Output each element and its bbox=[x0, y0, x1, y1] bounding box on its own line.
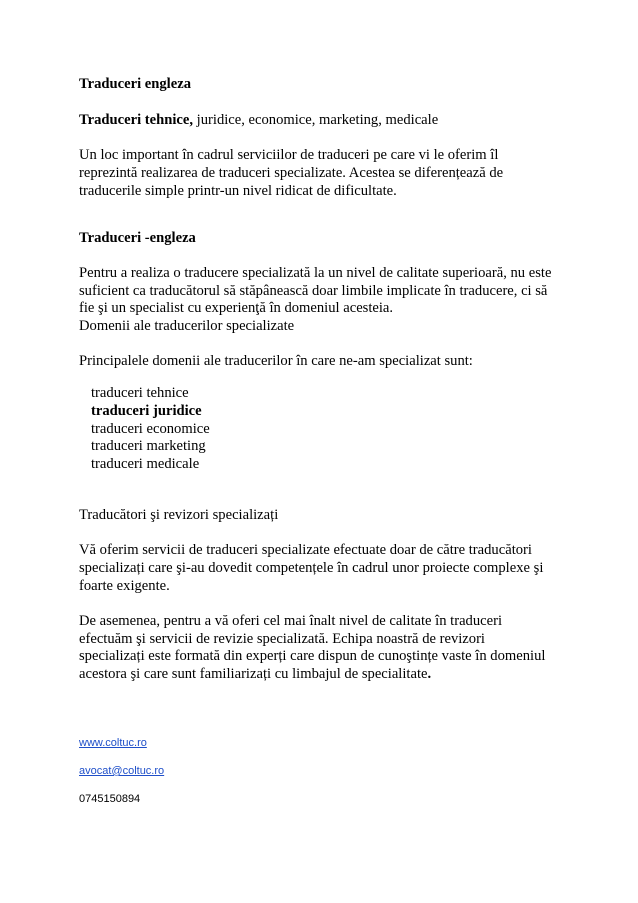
phone-number: 0745150894 bbox=[79, 793, 141, 805]
subtitle-line bbox=[79, 111, 438, 129]
paragraph-line: suficient ca traducătorul să stăpânească doar limbile implicate în traducere, ci să bbox=[79, 283, 548, 299]
paragraph-end-period: . bbox=[427, 666, 432, 682]
paragraph-line: specializați care şi-au dovedit competențele în cadrul unor proiecte complexe şi bbox=[79, 560, 544, 576]
paragraph-line: fie şi un specialist cu experienţă în domeniul acesteia. bbox=[79, 300, 394, 316]
subtitle-bold: Traduceri tehnice, bbox=[79, 112, 194, 128]
domains-intro: Principalele domenii ale traducerilor în care ne-am specializat sunt: bbox=[79, 353, 473, 369]
paragraph-line: De asemenea, pentru a vă oferi cel mai înalt nivel de calitate în traduceri bbox=[79, 613, 503, 629]
paragraph-line: specializați este formată din experți care dispun de cunoştințe vaste în domeniul bbox=[79, 648, 546, 664]
email-link[interactable]: avocat@coltuc.ro bbox=[79, 765, 165, 777]
intro-line: traducerile simple printr-un nivel ridicat de dificultate. bbox=[79, 183, 397, 199]
paragraph-line: efectuăm şi servicii de revizie specializată. Echipa noastră de revizori bbox=[79, 631, 485, 647]
paragraph-line: Pentru a realiza o traducere specializată la un nivel de calitate superioară, nu este bbox=[79, 265, 552, 281]
paragraph-text: acestora şi care sunt familiarizați cu limbajul de specialitate bbox=[79, 666, 428, 682]
section-title-translators: Traducători şi revizori specializați bbox=[79, 507, 279, 523]
paragraph-line: Domenii ale traducerilor specializate bbox=[79, 318, 295, 334]
heading-traduceri-engleza-2: Traduceri -engleza bbox=[79, 230, 196, 246]
website-link[interactable]: www.coltuc.ro bbox=[79, 737, 147, 749]
paragraph-line: Vă oferim servicii de traduceri specializate efectuate doar de către traducători bbox=[79, 542, 532, 558]
subtitle-rest: juridice, economice, marketing, medicale bbox=[193, 112, 439, 128]
paragraph-line-last bbox=[79, 665, 431, 683]
domain-item: traduceri tehnice bbox=[91, 385, 189, 401]
domain-item: traduceri juridice bbox=[91, 403, 202, 419]
domain-item: traduceri economice bbox=[91, 421, 210, 437]
paragraph-line: foarte exigente. bbox=[79, 578, 170, 594]
heading-traduceri-engleza: Traduceri engleza bbox=[79, 76, 191, 92]
intro-line: Un loc important în cadrul serviciilor de traduceri pe care vi le oferim îl bbox=[79, 147, 499, 163]
domain-item: traduceri medicale bbox=[91, 456, 200, 472]
intro-line: reprezintă realizarea de traduceri specializate. Acestea se diferențează de bbox=[79, 165, 504, 181]
domain-item: traduceri marketing bbox=[91, 438, 206, 454]
